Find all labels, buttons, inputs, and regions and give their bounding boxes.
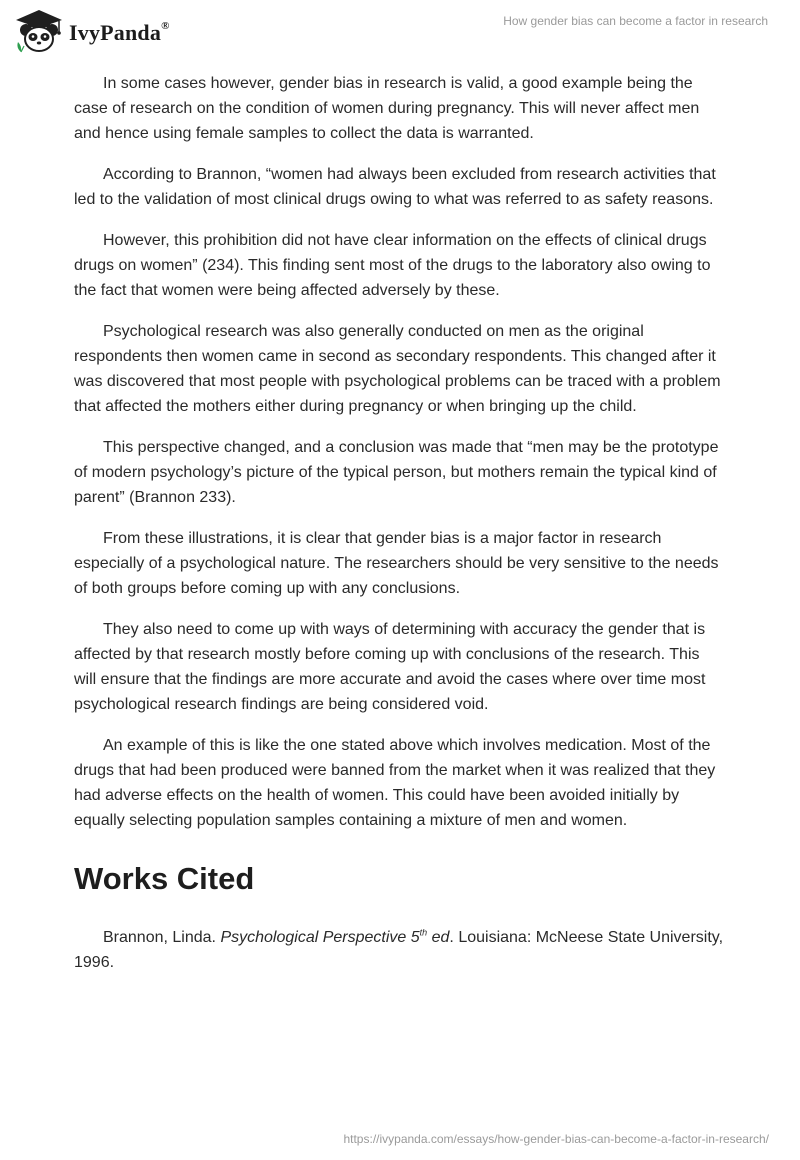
paragraph: They also need to come up with ways of determining with accuracy the gender that is affected by that research mostly before coming up with conclusions of the research. This will ensure that the findings are more accurate and avoid the cases where over time most psychological research findings are being considered void.: [74, 621, 706, 713]
registered-mark: ®: [161, 19, 170, 32]
page-header: [0, 0, 800, 62]
citation-entry: [74, 925, 724, 975]
paragraph: From these illustrations, it is clear that gender bias is a major factor in research especially of a psychological nature. The researchers should be very sensitive to the needs of both groups before coming up with any conclusions.: [74, 530, 719, 597]
works-cited-heading: Works Cited: [74, 861, 255, 896]
paragraph: However, this prohibition did not have clear information on the effects of clinical drugs drugs on women” (234). This finding sent most of the drugs to the laboratory also owing to the fact that women were being affected adversely by these.: [74, 232, 711, 299]
paragraph: According to Brannon, “women had always been excluded from research activities that led to the validation of most clinical drugs owing to what was referred to as safety reasons.: [74, 166, 716, 208]
paragraph: Psychological research was also generally conducted on men as the original respondents then women came in second as secondary respondents. This changed after it was discovered that most people with psychological problems can be traced with a problem that affected the mothers either during pregnancy or when bringing up the child.: [74, 323, 721, 415]
essay-content: [74, 71, 724, 975]
citation-publisher: . Louisiana: McNeese State University, 1996.: [74, 929, 724, 971]
source-url[interactable]: https://ivypanda.com/essays/how-gender-bias-can-become-a-factor-in-research/: [343, 1132, 769, 1146]
ivypanda-logo[interactable]: [14, 8, 170, 54]
citation-author: Brannon, Linda.: [103, 929, 216, 946]
paragraph: This perspective changed, and a conclusion was made that “men may be the prototype of modern psychology’s picture of the typical person, but mothers remain the typical kind of parent” (Brannon 233).: [74, 439, 719, 506]
running-title: How gender bias can become a factor in research: [503, 14, 768, 28]
panda-graduate-icon: [14, 8, 64, 54]
paragraph: An example of this is like the one stated above which involves medication. Most of the drugs that had been produced were banned from the market when it was realized that they had adverse effects on the health of women. This could have been avoided initially by equally selecting population samples containing a mixture of men and women.: [74, 737, 716, 829]
brand-name: IvyPanda®: [69, 19, 170, 45]
citation-title: Psychological Perspective 5th ed: [220, 927, 450, 946]
paragraph: In some cases however, gender bias in research is valid, a good example being the case of research on the condition of women during pregnancy. This will never affect men and hence using female samples to collect the data is warranted.: [74, 75, 700, 142]
